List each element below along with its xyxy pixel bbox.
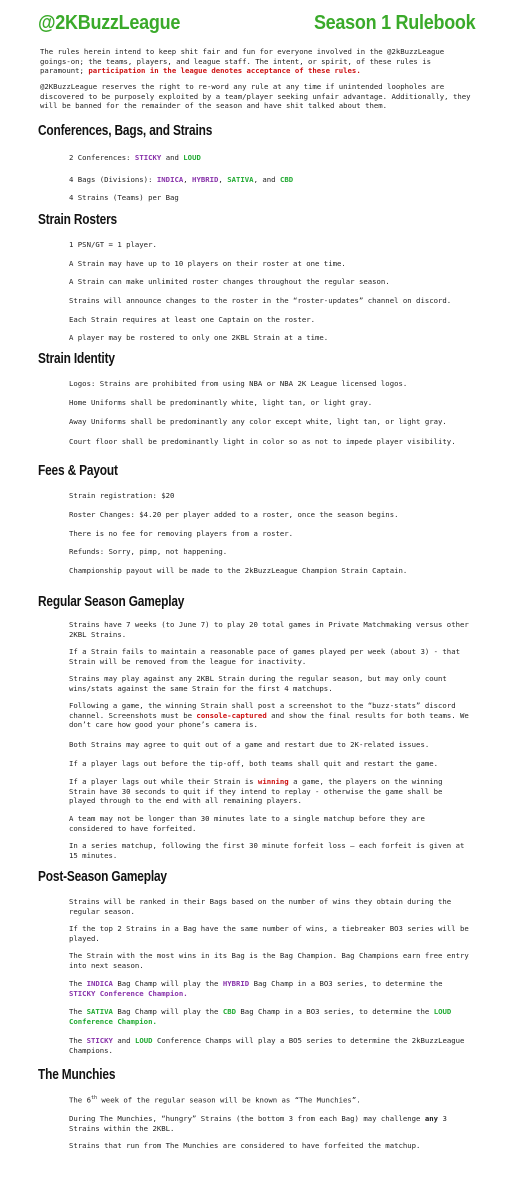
loud-label: LOUD [183, 153, 201, 162]
any-emphasis: any [424, 1114, 439, 1123]
section-title-post-season: Post-Season Gameplay [38, 869, 167, 885]
list-item: There is no fee for removing players from a roster. [69, 529, 294, 538]
loud-label: LOUD [134, 1036, 153, 1045]
intro-text: The rules herein intend to keep shit fair and fun for everyone involved in the @2kBuzzLeague goings-on; the teams, players, and league staff. The intent, or spirit, of these rules is paramount; [40, 47, 445, 76]
list-item: Strains may play against any 2KBL Strain during the regular season, but may only count wins/stats against the same Strain for the first 4 matchups. [69, 674, 447, 693]
list-item: Strains that run from The Munchies are considered to have forfeited the matchup. [69, 1141, 421, 1150]
list-item: Both Strains may agree to quit out of a game and restart due to 2K-related issues. [69, 740, 430, 749]
sativa-label: SATIVA [227, 175, 254, 184]
item-text: and show the final results for both teams. We don’t care how good your phone’s camera is. [69, 710, 469, 730]
list-item [69, 1007, 469, 1026]
list-item [69, 1114, 469, 1133]
item-text: The [69, 1036, 83, 1045]
list-item: The Strain with the most wins in its Bag is the Bag Champion. Bag Champions earn free entry into next season. [69, 951, 469, 970]
list-item: 1 PSN/GT = 1 player. [69, 240, 157, 249]
list-item: A team may not be longer than 30 minutes late to a single matchup before they are considered to have forfeited. [69, 814, 425, 833]
list-item: Strain registration: $20 [69, 491, 175, 500]
item-text: The [69, 1007, 83, 1016]
list-item: Court floor shall be predominantly light in color so as not to impede player visibility. [69, 437, 456, 446]
item-text: The 6 [69, 1095, 91, 1105]
acceptance-highlight: participation in the league denotes acceptance of these rules. [88, 66, 361, 76]
item-text: Bag Champ in a BO3 series, to determine the [253, 979, 443, 988]
item-text: and [262, 175, 276, 184]
list-item [69, 1036, 469, 1055]
list-item: Logos: Strains are prohibited from using NBA or NBA 2K League licensed logos. [69, 379, 408, 388]
intro-paragraph-1 [40, 47, 478, 76]
list-item [69, 701, 469, 730]
item-text: If a player lags out while their Strain is [69, 777, 254, 786]
bags-item: 4 Bags (Divisions): INDICA, HYBRID, SATIVA, and CBD [69, 175, 294, 184]
item-text: Bag Champ will play the [117, 979, 219, 988]
list-item: Roster Changes: $4.20 per player added to a roster, once the season begins. [69, 510, 399, 519]
item-text: 3 Strains within the 2KBL. [69, 1114, 447, 1133]
indica-label: INDICA [156, 175, 184, 184]
item-text: 4 Bags (Divisions): [69, 175, 153, 184]
list-item: Championship payout will be made to the 2kBuzzLeague Champion Strain Captain. [69, 566, 408, 575]
list-item [69, 979, 469, 998]
item-text: and [165, 153, 179, 162]
sativa-label: SATIVA [86, 1007, 113, 1016]
list-item: A player may be rostered to only one 2KBL Strain at a time. [69, 333, 329, 342]
list-item: Home Uniforms shall be predominantly white, light tan, or light gray. [69, 398, 373, 407]
section-title-regular-season: Regular Season Gameplay [38, 594, 185, 610]
intro-paragraph-2: @2KBuzzLeague reserves the right to re-word any rule at any time if unintended loopholes are discovered to be purposely exploited by a team/player seeking unfair advantage. Additionally, they will be banned for the remainder of the season and have shit talked about them. [40, 82, 471, 111]
list-item: Strains will announce changes to the roster in the “roster-updates” channel on discord. [69, 296, 452, 305]
list-item: If a Strain fails to maintain a reasonable pace of games played per week (about 3) - that Strain will be removed from the league for inactivity. [69, 647, 460, 666]
strains-item: 4 Strains (Teams) per Bag [69, 193, 179, 202]
item-text: 2 Conferences: [69, 153, 131, 162]
indica-label: INDICA [86, 979, 113, 988]
section-title-munchies: The Munchies [38, 1067, 116, 1083]
list-item: Away Uniforms shall be predominantly any color except white, light tan, or light gray. [69, 417, 447, 426]
section-title-conferences: Conferences, Bags, and Strains [38, 123, 213, 139]
item-text: During The Munchies, “hungry” Strains (the bottom 3 from each Bag) may challenge [69, 1114, 421, 1123]
console-captured-highlight: console-captured [196, 710, 267, 720]
cbd-label: CBD [279, 175, 294, 184]
cbd-label: CBD [222, 1007, 236, 1016]
item-text: week of the regular season will be known as “The Munchies”. [101, 1095, 361, 1105]
item-text: a game, the players on the winning Strain have 30 seconds to quit if they intend to replay - otherwise the game shall be played through to the end with all remaining players. [69, 777, 443, 806]
list-item: Strains have 7 weeks (to June 7) to play 20 total games in Private Matchmaking versus other 2KBL Strains. [69, 620, 469, 639]
list-item: If a player lags out before the tip-off, both teams shall quit and restart the game. [69, 759, 439, 768]
sticky-label: STICKY [134, 153, 162, 162]
ordinal-suffix: th [90, 1095, 97, 1101]
rulebook-title: Season 1 Rulebook [313, 12, 475, 34]
loud-champion-label: LOUD Conference Champion. [69, 1007, 452, 1026]
hybrid-label: HYBRID [222, 979, 250, 988]
item-text: Conference Champs will play a BO5 series to determine the 2kBuzzLeague Champions. [69, 1036, 465, 1055]
item-text: and [117, 1036, 131, 1045]
item-text: The [69, 979, 83, 988]
list-item: A Strain can make unlimited roster changes throughout the regular season. [69, 277, 390, 286]
sticky-champion-label: STICKY Conference Champion. [69, 988, 188, 998]
section-title-fees: Fees & Payout [38, 463, 118, 479]
item-text: Bag Champ in a BO3 series, to determine the [240, 1007, 430, 1016]
list-item: A Strain may have up to 10 players on their roster at one time. [69, 259, 346, 268]
section-title-identity: Strain Identity [38, 351, 115, 367]
list-item: If the top 2 Strains in a Bag have the same number of wins, a tiebreaker BO3 series will be played. [69, 924, 469, 943]
list-item: Refunds: Sorry, pimp, not happening. [69, 547, 228, 556]
league-handle-title: @2KBuzzLeague [38, 12, 181, 34]
hybrid-label: HYBRID [192, 175, 219, 184]
list-item [69, 1094, 469, 1105]
list-item [69, 777, 469, 806]
item-text: Bag Champ will play the [117, 1007, 219, 1016]
sticky-label: STICKY [86, 1036, 113, 1045]
section-title-rosters: Strain Rosters [38, 212, 117, 228]
list-item: Each Strain requires at least one Captain on the roster. [69, 315, 316, 324]
winning-highlight: winning [257, 777, 289, 786]
list-item: In a series matchup, following the first 30 minute forfeit loss – each forfeit is given at 15 minutes. [69, 841, 465, 860]
item-text: Following a game, the winning Strain shall post a screenshot to the “buzz-stats” discord channel. Screenshots must be [69, 701, 456, 720]
list-item: Strains will be ranked in their Bags based on the number of wins they obtain during the regular season. [69, 897, 452, 916]
conference-item [69, 153, 469, 163]
